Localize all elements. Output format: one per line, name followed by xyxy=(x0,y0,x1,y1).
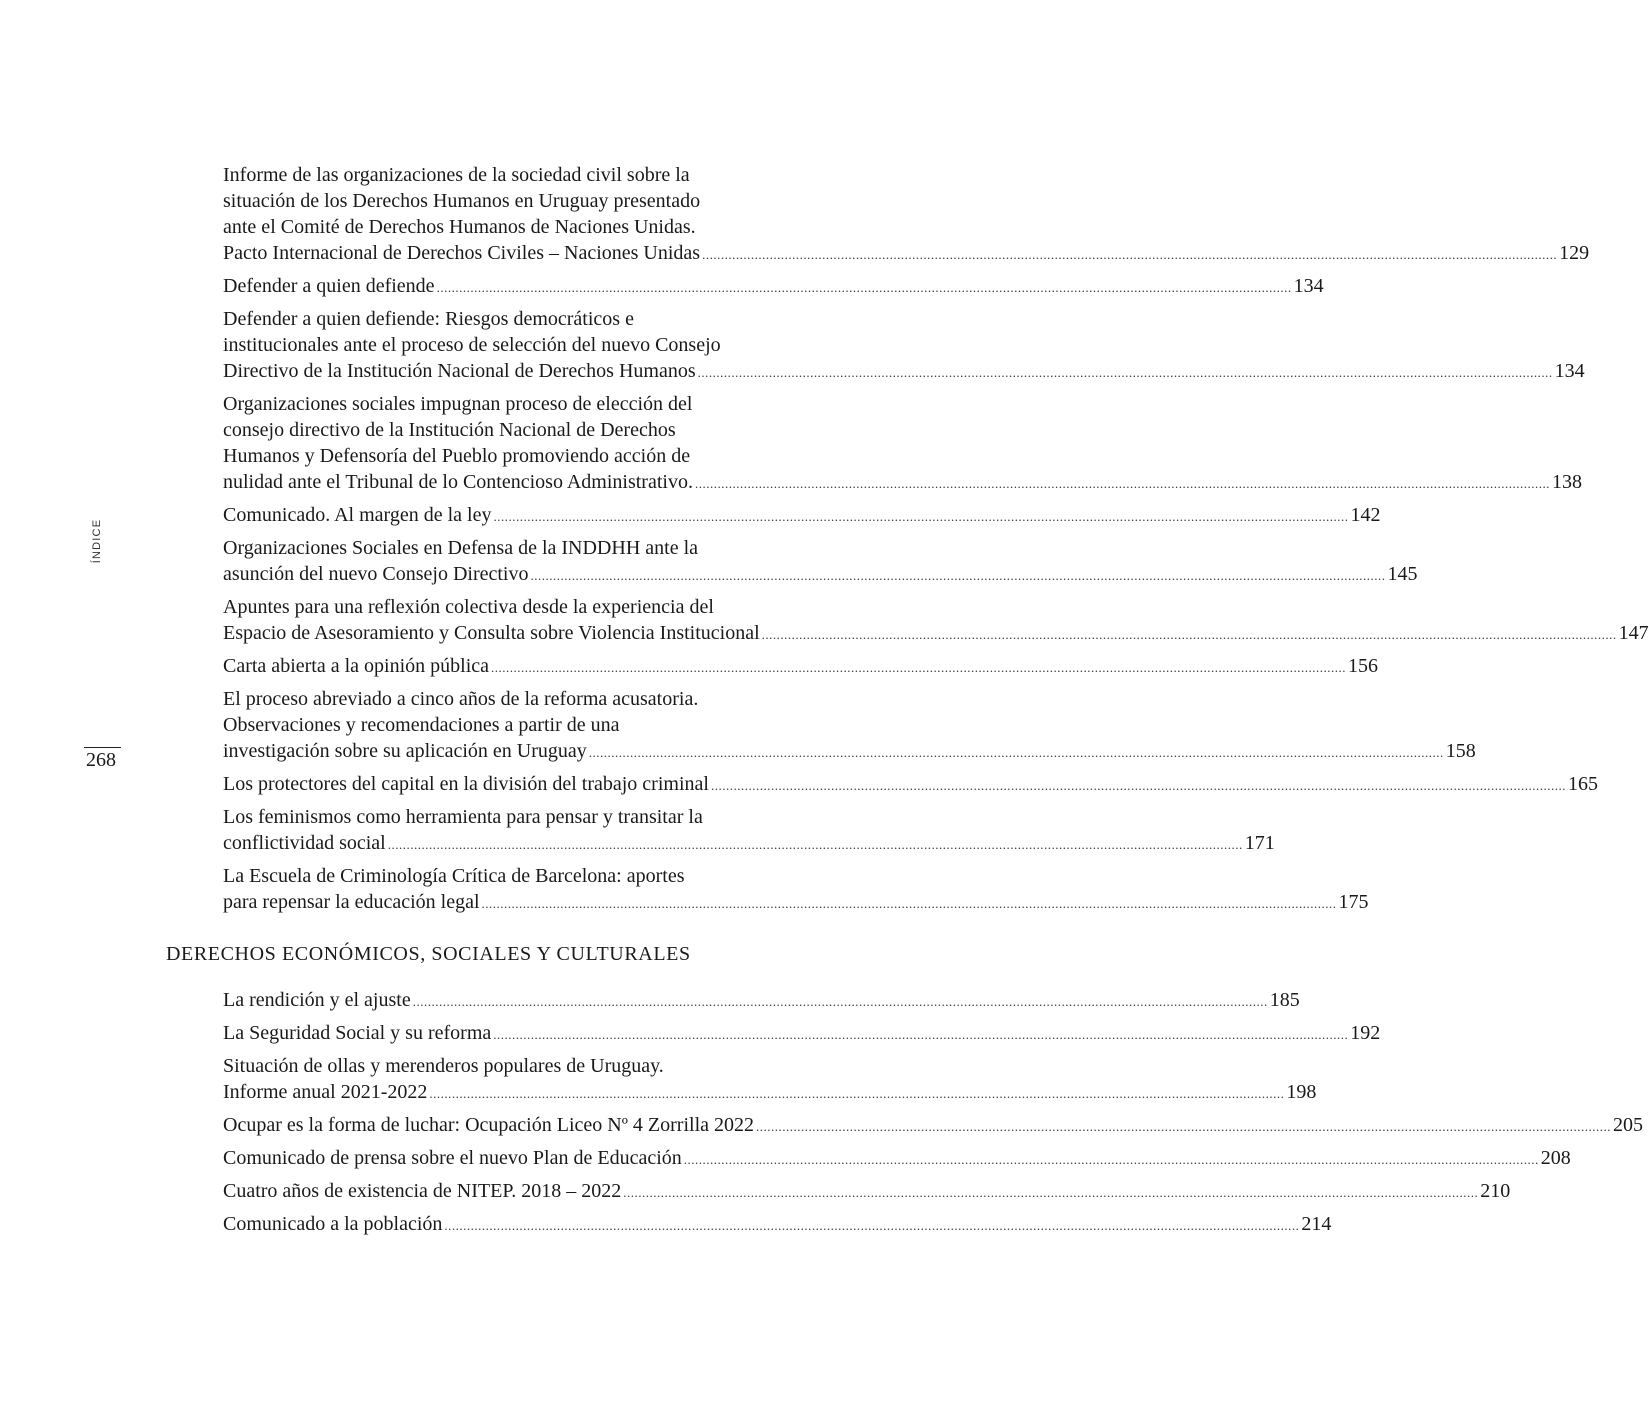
toc-page-number: 158 xyxy=(1445,740,1476,762)
dot-leader: .................................................................................................................................................................................................................................... xyxy=(697,365,1553,380)
toc-entry-title: nulidad ante el Tribunal de lo Contencioso Administrativo. xyxy=(223,471,693,493)
toc-page-number: 175 xyxy=(1338,891,1369,913)
toc-entry-title: para repensar la educación legal xyxy=(223,891,480,913)
toc-entry xyxy=(223,1211,1332,1239)
dot-leader: .................................................................................................................................................................................................................................... xyxy=(493,509,1349,524)
toc-entry-title: Comunicado de prensa sobre el nuevo Plan de Educación xyxy=(223,1147,682,1169)
toc-entry-final-line xyxy=(223,738,1476,766)
toc-page-number: 134 xyxy=(1293,275,1324,297)
toc-entry xyxy=(223,306,1585,386)
page-number-rule xyxy=(84,747,121,748)
toc-entry-title-line: Situación de ollas y merenderos populares de Uruguay. xyxy=(223,1055,664,1077)
toc-page-number: 138 xyxy=(1551,471,1582,493)
toc-group-human-rights xyxy=(223,162,1649,922)
toc-page-number: 142 xyxy=(1350,504,1381,526)
toc-entry-title-line: Organizaciones sociales impugnan proceso de elección del xyxy=(223,393,693,415)
toc-entry xyxy=(223,391,1582,497)
section-heading: DERECHOS ECONÓMICOS, SOCIALES Y CULTURALES xyxy=(166,943,691,965)
toc-entry-title: Los protectores del capital en la división del trabajo criminal xyxy=(223,773,709,795)
toc-entry-title-line: situación de los Derechos Humanos en Uruguay presentado xyxy=(223,190,701,212)
toc-entry-final-line xyxy=(223,987,1300,1015)
toc-entry-final-line xyxy=(223,889,1369,917)
dot-leader: .................................................................................................................................................................................................................................... xyxy=(387,837,1243,852)
toc-entry-title: La rendición y el ajuste xyxy=(223,989,411,1011)
toc-entry xyxy=(223,863,1369,917)
toc-page-number: 208 xyxy=(1540,1147,1571,1169)
toc-page-number: 185 xyxy=(1269,989,1300,1011)
toc-page-number: 214 xyxy=(1301,1213,1332,1235)
toc-entry-title: Pacto Internacional de Derechos Civiles – Naciones Unidas xyxy=(223,242,701,264)
toc-entry-final-line xyxy=(223,653,1379,681)
dot-leader: .................................................................................................................................................................................................................................... xyxy=(683,1152,1539,1167)
toc-entry xyxy=(223,273,1324,301)
toc-entry-final-line xyxy=(223,1211,1332,1239)
toc-page-number: 145 xyxy=(1387,563,1418,585)
toc-entry-title-line: La Escuela de Criminología Crítica de Barcelona: aportes xyxy=(223,865,685,887)
dot-leader: .................................................................................................................................................................................................................................... xyxy=(756,1119,1611,1134)
toc-entry xyxy=(223,594,1649,648)
toc-entry xyxy=(223,1145,1571,1173)
toc-entry-final-line xyxy=(223,502,1381,530)
toc-entry-title-line: Defender a quien defiende: Riesgos democráticos e xyxy=(223,308,634,330)
dot-leader: .................................................................................................................................................................................................................................... xyxy=(761,627,1617,642)
toc-page-number: 192 xyxy=(1350,1022,1381,1044)
dot-leader: .................................................................................................................................................................................................................................... xyxy=(481,896,1337,911)
toc-entry-title-line: Los feminismos como herramienta para pensar y transitar la xyxy=(223,806,703,828)
toc-entry-title-line: institucionales ante el proceso de selección del nuevo Consejo xyxy=(223,334,721,356)
page-number: 268 xyxy=(86,749,116,771)
toc-entry-title: Informe anual 2021-2022 xyxy=(223,1081,428,1103)
toc-entry xyxy=(223,653,1379,681)
toc-entry-title-line: Observaciones y recomendaciones a partir de una xyxy=(223,714,620,736)
dot-leader: .................................................................................................................................................................................................................................... xyxy=(444,1218,1300,1233)
toc-entry-final-line xyxy=(223,830,1275,858)
toc-entry xyxy=(223,1178,1511,1206)
toc-entry-final-line xyxy=(223,620,1649,648)
toc-entry-title-line: consejo directivo de la Institución Nacional de Derechos xyxy=(223,419,676,441)
toc-entry-title-line: Apuntes para una reflexión colectiva desde la experiencia del xyxy=(223,596,714,618)
dot-leader: .................................................................................................................................................................................................................................... xyxy=(493,1027,1349,1042)
toc-group-desc xyxy=(223,987,1643,1244)
toc-entry xyxy=(223,771,1598,799)
toc-entry xyxy=(223,1112,1643,1140)
toc-entry xyxy=(223,535,1418,589)
toc-page-number: 198 xyxy=(1286,1081,1317,1103)
dot-leader: .................................................................................................................................................................................................................................... xyxy=(412,994,1268,1009)
toc-entry-title: Cuatro años de existencia de NITEP. 2018 – 2022 xyxy=(223,1180,622,1202)
toc-page-number: 134 xyxy=(1554,360,1585,382)
toc-page-number: 165 xyxy=(1567,773,1598,795)
toc-entry-final-line xyxy=(223,273,1324,301)
toc-entry xyxy=(223,502,1381,530)
dot-leader: .................................................................................................................................................................................................................................... xyxy=(436,280,1292,295)
toc-page-number: 210 xyxy=(1480,1180,1511,1202)
dot-leader: .................................................................................................................................................................................................................................... xyxy=(710,778,1566,793)
toc-entry-title-line: Organizaciones Sociales en Defensa de la INDDHH ante la xyxy=(223,537,698,559)
toc-entry xyxy=(223,987,1300,1015)
toc-entry-title: Defender a quien defiende xyxy=(223,275,435,297)
toc-entry-final-line xyxy=(223,1112,1643,1140)
toc-entry-final-line xyxy=(223,1020,1381,1048)
toc-page-number: 156 xyxy=(1348,655,1379,677)
toc-entry-title-line: ante el Comité de Derechos Humanos de Naciones Unidas. xyxy=(223,216,696,238)
toc-entry-title: investigación sobre su aplicación en Uruguay xyxy=(223,740,587,762)
toc-entry xyxy=(223,1020,1381,1048)
toc-entry-title-line: El proceso abreviado a cinco años de la reforma acusatoria. xyxy=(223,688,699,710)
toc-entry-final-line xyxy=(223,358,1585,386)
toc-entry-final-line xyxy=(223,1145,1571,1173)
toc-entry xyxy=(223,1053,1317,1107)
toc-entry-title-line: Informe de las organizaciones de la sociedad civil sobre la xyxy=(223,164,690,186)
toc-entry-title: conflictividad social xyxy=(223,832,386,854)
toc-entry-title: Directivo de la Institución Nacional de Derechos Humanos xyxy=(223,360,696,382)
dot-leader: .................................................................................................................................................................................................................................... xyxy=(702,247,1558,262)
toc-page-number: 171 xyxy=(1244,832,1275,854)
toc-entry-final-line xyxy=(223,1178,1511,1206)
dot-leader: .................................................................................................................................................................................................................................... xyxy=(694,476,1550,491)
toc-entry-title: La Seguridad Social y su reforma xyxy=(223,1022,492,1044)
toc-entry-title: Comunicado. Al margen de la ley xyxy=(223,504,492,526)
dot-leader: .................................................................................................................................................................................................................................... xyxy=(588,745,1444,760)
toc-entry-final-line xyxy=(223,771,1598,799)
toc-entry-title: Comunicado a la población xyxy=(223,1213,443,1235)
toc-entry xyxy=(223,804,1275,858)
toc-entry-title: Ocupar es la forma de luchar: Ocupación Liceo Nº 4 Zorrilla 2022 xyxy=(223,1114,754,1136)
dot-leader: .................................................................................................................................................................................................................................... xyxy=(491,660,1347,675)
toc-entry-final-line xyxy=(223,240,1590,268)
toc-entry-final-line xyxy=(223,469,1582,497)
dot-leader: .................................................................................................................................................................................................................................... xyxy=(429,1086,1285,1101)
toc-entry-title: Carta abierta a la opinión pública xyxy=(223,655,490,677)
running-side-label: ÍNDICE xyxy=(91,518,103,564)
toc-page-number: 147 xyxy=(1618,622,1649,644)
toc-page-number: 205 xyxy=(1613,1114,1643,1136)
toc-entry-title-line: Humanos y Defensoría del Pueblo promoviendo acción de xyxy=(223,445,691,467)
toc-entry xyxy=(223,162,1590,268)
toc-entry xyxy=(223,686,1476,766)
toc-page-number: 129 xyxy=(1559,242,1590,264)
toc-entry-title: asunción del nuevo Consejo Directivo xyxy=(223,563,529,585)
dot-leader: .................................................................................................................................................................................................................................... xyxy=(623,1185,1479,1200)
toc-entry-title: Espacio de Asesoramiento y Consulta sobre Violencia Institucional xyxy=(223,622,760,644)
dot-leader: .................................................................................................................................................................................................................................... xyxy=(530,568,1386,583)
toc-entry-final-line xyxy=(223,561,1418,589)
toc-entry-final-line xyxy=(223,1079,1317,1107)
